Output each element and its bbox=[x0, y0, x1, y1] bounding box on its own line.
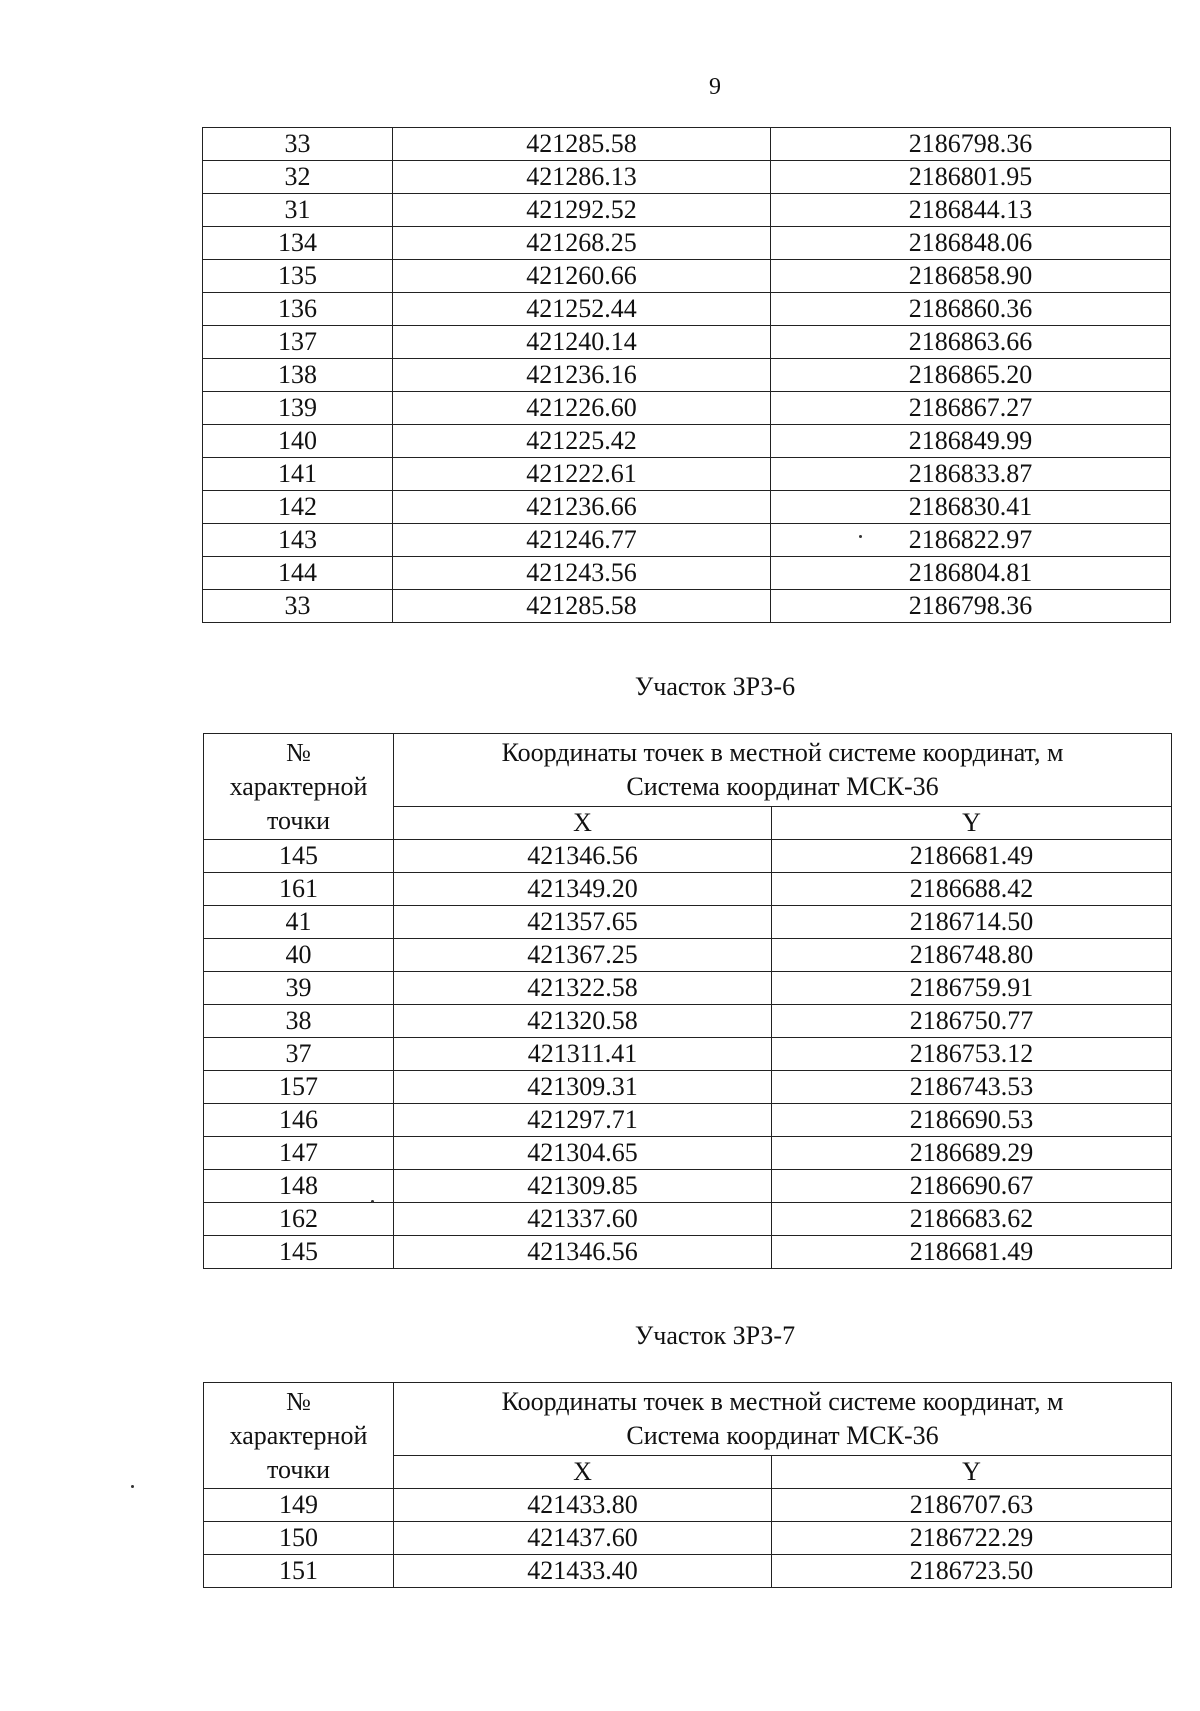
point-number-cell: 145 bbox=[204, 1236, 394, 1269]
y-coordinate-cell: 2186849.99 bbox=[771, 425, 1171, 458]
y-coordinate-cell: 2186714.50 bbox=[772, 906, 1172, 939]
coordinates-title: Координаты точек в местной системе координат, м bbox=[501, 1387, 1064, 1416]
y-coordinate-cell: 2186867.27 bbox=[771, 392, 1171, 425]
x-coordinate-cell: 421286.13 bbox=[393, 161, 771, 194]
table-row bbox=[204, 1489, 1172, 1522]
y-coordinate-cell: 2186688.42 bbox=[772, 873, 1172, 906]
table-body bbox=[204, 1489, 1172, 1588]
point-number-cell: 148 bbox=[204, 1170, 394, 1203]
point-number-cell: 135 bbox=[203, 260, 393, 293]
table-header bbox=[204, 1383, 1172, 1489]
point-number-cell: 33 bbox=[203, 590, 393, 623]
y-coordinate-cell: 2186860.36 bbox=[771, 293, 1171, 326]
point-number-cell: 151 bbox=[204, 1555, 394, 1588]
coordinate-system: Система координат МСК-36 bbox=[626, 772, 939, 801]
x-coordinate-cell: 421311.41 bbox=[394, 1038, 772, 1071]
point-header-line: точки bbox=[267, 1454, 330, 1484]
table-row bbox=[204, 1005, 1172, 1038]
scan-speck bbox=[859, 535, 862, 538]
point-number-cell: 40 bbox=[204, 939, 394, 972]
point-number-cell: 41 bbox=[204, 906, 394, 939]
y-column-header: Y bbox=[772, 807, 1172, 840]
table-row bbox=[204, 1203, 1172, 1236]
table-header bbox=[204, 734, 1172, 840]
point-number-cell: 138 bbox=[203, 359, 393, 392]
scan-speck bbox=[131, 1485, 134, 1488]
x-coordinate-cell: 421268.25 bbox=[393, 227, 771, 260]
table-row bbox=[203, 293, 1171, 326]
table-row bbox=[203, 227, 1171, 260]
x-coordinate-cell: 421285.58 bbox=[393, 128, 771, 161]
table-row bbox=[203, 161, 1171, 194]
coordinates-table-zrz-6 bbox=[203, 733, 1172, 1269]
x-coordinate-cell: 421437.60 bbox=[394, 1522, 772, 1555]
section-title-zrz-7: Участок ЗРЗ-7 bbox=[634, 1321, 796, 1350]
y-coordinate-cell: 2186848.06 bbox=[771, 227, 1171, 260]
x-coordinate-cell: 421292.52 bbox=[393, 194, 771, 227]
x-coordinate-cell: 421337.60 bbox=[394, 1203, 772, 1236]
x-coordinate-cell: 421246.77 bbox=[393, 524, 771, 557]
table-row bbox=[204, 1236, 1172, 1269]
point-header-line: точки bbox=[267, 805, 330, 835]
x-coordinate-cell: 421304.65 bbox=[394, 1137, 772, 1170]
x-coordinate-cell: 421322.58 bbox=[394, 972, 772, 1005]
x-coordinate-cell: 421240.14 bbox=[393, 326, 771, 359]
y-coordinate-cell: 2186743.53 bbox=[772, 1071, 1172, 1104]
point-header-line: характерной bbox=[229, 771, 368, 801]
y-coordinate-cell: 2186844.13 bbox=[771, 194, 1171, 227]
coordinates-header bbox=[394, 1383, 1172, 1456]
y-coordinate-cell: 2186865.20 bbox=[771, 359, 1171, 392]
table-row bbox=[204, 1137, 1172, 1170]
y-coordinate-cell: 2186722.29 bbox=[772, 1522, 1172, 1555]
point-number-cell: 134 bbox=[203, 227, 393, 260]
coordinate-system: Система координат МСК-36 bbox=[626, 1421, 939, 1450]
table-row bbox=[203, 128, 1171, 161]
point-number-cell: 32 bbox=[203, 161, 393, 194]
table-row bbox=[204, 1104, 1172, 1137]
x-coordinate-cell: 421222.61 bbox=[393, 458, 771, 491]
point-number-cell: 161 bbox=[204, 873, 394, 906]
scan-speck bbox=[371, 1200, 374, 1203]
x-coordinate-cell: 421320.58 bbox=[394, 1005, 772, 1038]
point-number-cell: 144 bbox=[203, 557, 393, 590]
x-coordinate-cell: 421367.25 bbox=[394, 939, 772, 972]
table-row bbox=[203, 359, 1171, 392]
y-coordinate-cell: 2186798.36 bbox=[771, 128, 1171, 161]
point-number-cell: 149 bbox=[204, 1489, 394, 1522]
y-coordinate-cell: 2186681.49 bbox=[772, 1236, 1172, 1269]
table-row bbox=[204, 1555, 1172, 1588]
x-coordinate-cell: 421260.66 bbox=[393, 260, 771, 293]
y-coordinate-cell: 2186822.97 bbox=[771, 524, 1171, 557]
point-number-cell: 146 bbox=[204, 1104, 394, 1137]
x-column-header: X bbox=[394, 807, 772, 840]
y-coordinate-cell: 2186690.67 bbox=[772, 1170, 1172, 1203]
table-row bbox=[204, 1170, 1172, 1203]
y-coordinate-cell: 2186690.53 bbox=[772, 1104, 1172, 1137]
point-number-cell: 142 bbox=[203, 491, 393, 524]
table-row bbox=[203, 557, 1171, 590]
x-coordinate-cell: 421297.71 bbox=[394, 1104, 772, 1137]
table-row bbox=[204, 1071, 1172, 1104]
point-number-cell: 139 bbox=[203, 392, 393, 425]
table-row bbox=[203, 326, 1171, 359]
point-number-cell: 33 bbox=[203, 128, 393, 161]
y-coordinate-cell: 2186748.80 bbox=[772, 939, 1172, 972]
table-row bbox=[203, 425, 1171, 458]
y-coordinate-cell: 2186689.29 bbox=[772, 1137, 1172, 1170]
point-number-cell: 140 bbox=[203, 425, 393, 458]
table-row bbox=[203, 458, 1171, 491]
table-row bbox=[204, 939, 1172, 972]
y-coordinate-cell: 2186863.66 bbox=[771, 326, 1171, 359]
table-row bbox=[203, 590, 1171, 623]
point-number-cell: 162 bbox=[204, 1203, 394, 1236]
table-row bbox=[203, 524, 1171, 557]
x-coordinate-cell: 421346.56 bbox=[394, 1236, 772, 1269]
x-coordinate-cell: 421226.60 bbox=[393, 392, 771, 425]
y-coordinate-cell: 2186804.81 bbox=[771, 557, 1171, 590]
point-number-header bbox=[204, 1383, 394, 1489]
y-coordinate-cell: 2186858.90 bbox=[771, 260, 1171, 293]
coordinates-table-zrz-7 bbox=[203, 1382, 1172, 1588]
point-header-line: № bbox=[286, 1386, 311, 1416]
x-coordinate-cell: 421349.20 bbox=[394, 873, 772, 906]
table-body bbox=[203, 128, 1171, 623]
x-coordinate-cell: 421433.80 bbox=[394, 1489, 772, 1522]
y-column-header: Y bbox=[772, 1456, 1172, 1489]
table-row bbox=[204, 906, 1172, 939]
point-number-cell: 37 bbox=[204, 1038, 394, 1071]
point-number-cell: 143 bbox=[203, 524, 393, 557]
point-number-cell: 39 bbox=[204, 972, 394, 1005]
table-row bbox=[204, 840, 1172, 873]
y-coordinate-cell: 2186683.62 bbox=[772, 1203, 1172, 1236]
point-number-cell: 141 bbox=[203, 458, 393, 491]
y-coordinate-cell: 2186798.36 bbox=[771, 590, 1171, 623]
point-number-cell: 136 bbox=[203, 293, 393, 326]
y-coordinate-cell: 2186759.91 bbox=[772, 972, 1172, 1005]
x-coordinate-cell: 421309.85 bbox=[394, 1170, 772, 1203]
x-coordinate-cell: 421309.31 bbox=[394, 1071, 772, 1104]
point-header-line: № bbox=[286, 737, 311, 767]
table-row bbox=[203, 194, 1171, 227]
x-coordinate-cell: 421346.56 bbox=[394, 840, 772, 873]
x-coordinate-cell: 421252.44 bbox=[393, 293, 771, 326]
x-coordinate-cell: 421285.58 bbox=[393, 590, 771, 623]
x-coordinate-cell: 421357.65 bbox=[394, 906, 772, 939]
table-row bbox=[204, 972, 1172, 1005]
table-row bbox=[204, 1522, 1172, 1555]
y-coordinate-cell: 2186801.95 bbox=[771, 161, 1171, 194]
point-number-header bbox=[204, 734, 394, 840]
x-coordinate-cell: 421243.56 bbox=[393, 557, 771, 590]
coordinates-title: Координаты точек в местной системе координат, м bbox=[501, 738, 1064, 767]
y-coordinate-cell: 2186833.87 bbox=[771, 458, 1171, 491]
table-body bbox=[204, 840, 1172, 1269]
table-row bbox=[204, 873, 1172, 906]
y-coordinate-cell: 2186750.77 bbox=[772, 1005, 1172, 1038]
table-row bbox=[203, 392, 1171, 425]
y-coordinate-cell: 2186681.49 bbox=[772, 840, 1172, 873]
coordinates-table-continued bbox=[202, 127, 1171, 623]
table-row bbox=[203, 260, 1171, 293]
point-number-cell: 157 bbox=[204, 1071, 394, 1104]
x-column-header: X bbox=[394, 1456, 772, 1489]
point-number-cell: 147 bbox=[204, 1137, 394, 1170]
point-number-cell: 137 bbox=[203, 326, 393, 359]
section-title-zrz-6: Участок ЗРЗ-6 bbox=[634, 672, 796, 701]
table-row bbox=[204, 1038, 1172, 1071]
x-coordinate-cell: 421433.40 bbox=[394, 1555, 772, 1588]
point-number-cell: 145 bbox=[204, 840, 394, 873]
point-header-line: характерной bbox=[229, 1420, 368, 1450]
x-coordinate-cell: 421236.16 bbox=[393, 359, 771, 392]
y-coordinate-cell: 2186723.50 bbox=[772, 1555, 1172, 1588]
x-coordinate-cell: 421236.66 bbox=[393, 491, 771, 524]
table-row bbox=[203, 491, 1171, 524]
point-number-cell: 150 bbox=[204, 1522, 394, 1555]
coordinates-header bbox=[394, 734, 1172, 807]
y-coordinate-cell: 2186753.12 bbox=[772, 1038, 1172, 1071]
y-coordinate-cell: 2186707.63 bbox=[772, 1489, 1172, 1522]
page-number: 9 bbox=[709, 74, 721, 100]
x-coordinate-cell: 421225.42 bbox=[393, 425, 771, 458]
point-number-cell: 31 bbox=[203, 194, 393, 227]
point-number-cell: 38 bbox=[204, 1005, 394, 1038]
y-coordinate-cell: 2186830.41 bbox=[771, 491, 1171, 524]
